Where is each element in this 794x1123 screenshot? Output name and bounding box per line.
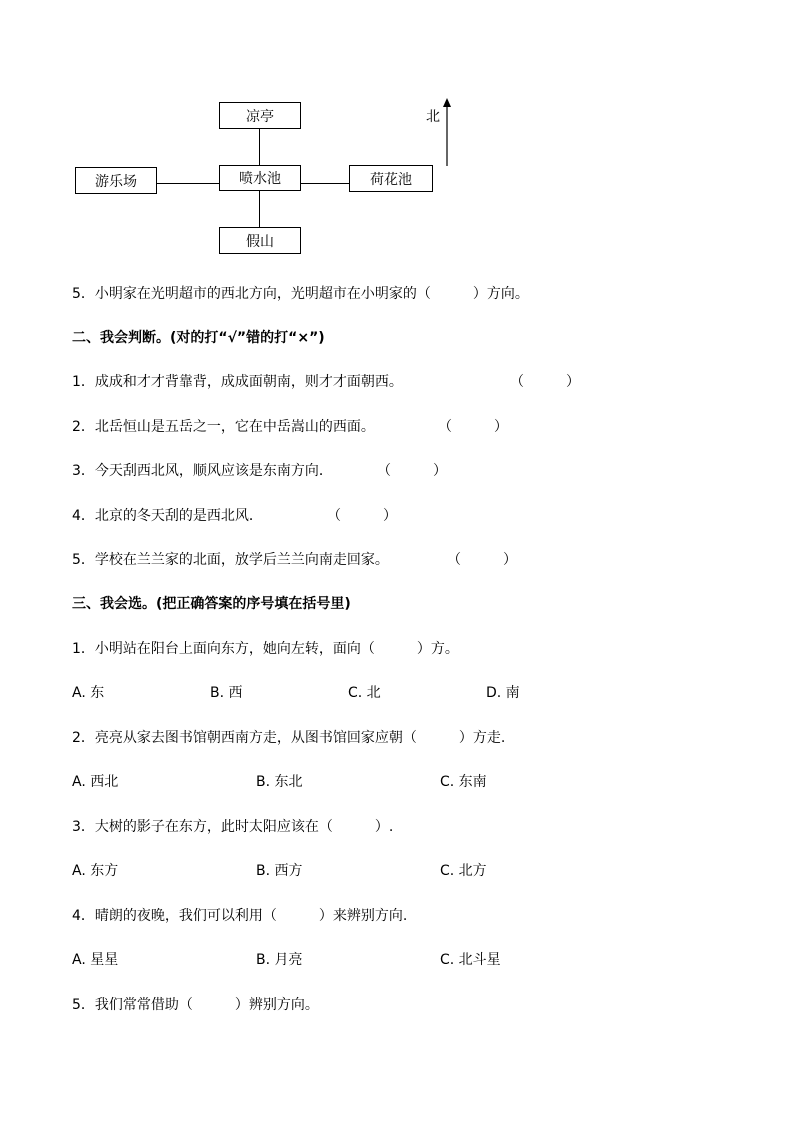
choice-question-1: 1．小明站在阳台上面向东方，她向左转，面向（ ）方。 bbox=[72, 641, 459, 657]
judge-item-3: 3．今天刮西北风，顺风应该是东南方向． bbox=[72, 463, 333, 479]
judge-blank-5[interactable]: （ ） bbox=[447, 552, 517, 568]
choice-1-option-c[interactable]: C. 北 bbox=[348, 685, 381, 701]
choice-3-option-c[interactable]: C. 北方 bbox=[440, 863, 487, 879]
connector-right bbox=[301, 183, 349, 184]
judge-blank-2[interactable]: （ ） bbox=[438, 419, 508, 435]
north-label: 北 bbox=[426, 109, 440, 125]
choice-question-2: 2．亮亮从家去图书馆朝西南方走，从图书馆回家应朝（ ）方走. bbox=[72, 730, 506, 746]
judge-item-1: 1．成成和才才背靠背，成成面朝南，则才才面朝西。 bbox=[72, 374, 403, 390]
choice-2-option-c[interactable]: C. 东南 bbox=[440, 774, 487, 790]
choice-1-option-d[interactable]: D. 南 bbox=[486, 685, 520, 701]
connector-left bbox=[157, 183, 219, 184]
choice-4-option-c[interactable]: C. 北斗星 bbox=[440, 952, 501, 968]
choice-3-option-a[interactable]: A. 东方 bbox=[72, 863, 119, 879]
judge-blank-3[interactable]: （ ） bbox=[377, 463, 447, 479]
box-rockery: 假山 bbox=[219, 227, 301, 254]
connector-top bbox=[259, 129, 260, 165]
section3-title: 三、我会选。(把正确答案的序号填在括号里) bbox=[72, 596, 351, 612]
choice-2-option-b[interactable]: B. 东北 bbox=[256, 774, 303, 790]
choice-3-option-b[interactable]: B. 西方 bbox=[256, 863, 303, 879]
choice-4-option-a[interactable]: A. 星星 bbox=[72, 952, 119, 968]
choice-1-option-b[interactable]: B. 西 bbox=[210, 685, 243, 701]
box-fountain: 喷水池 bbox=[219, 165, 301, 191]
question-fill-5: 5．小明家在光明超市的西北方向，光明超市在小明家的（ ）方向。 bbox=[72, 286, 529, 302]
box-playground: 游乐场 bbox=[75, 167, 157, 194]
judge-item-2: 2．北岳恒山是五岳之一，它在中岳嵩山的西面。 bbox=[72, 419, 375, 435]
north-arrow-icon bbox=[440, 98, 454, 168]
box-lotus-pond: 荷花池 bbox=[349, 165, 433, 192]
choice-question-4: 4．晴朗的夜晚，我们可以利用（ ）来辨别方向. bbox=[72, 908, 408, 924]
choice-question-5: 5．我们常常借助（ ）辨别方向。 bbox=[72, 997, 319, 1013]
choice-1-option-a[interactable]: A. 东 bbox=[72, 685, 105, 701]
direction-diagram bbox=[0, 0, 794, 270]
connector-bottom bbox=[259, 191, 260, 227]
choice-question-3: 3．大树的影子在东方，此时太阳应该在（ ）. bbox=[72, 819, 394, 835]
choice-4-option-b[interactable]: B. 月亮 bbox=[256, 952, 303, 968]
box-pavilion: 凉亭 bbox=[219, 102, 301, 129]
section2-title: 二、我会判断。(对的打“√”错的打“×”) bbox=[72, 330, 325, 346]
judge-blank-4[interactable]: （ ） bbox=[327, 508, 397, 524]
judge-blank-1[interactable]: （ ） bbox=[510, 374, 580, 390]
choice-2-option-a[interactable]: A. 西北 bbox=[72, 774, 119, 790]
judge-item-5: 5．学校在兰兰家的北面，放学后兰兰向南走回家。 bbox=[72, 552, 389, 568]
judge-item-4: 4．北京的冬天刮的是西北风． bbox=[72, 508, 263, 524]
